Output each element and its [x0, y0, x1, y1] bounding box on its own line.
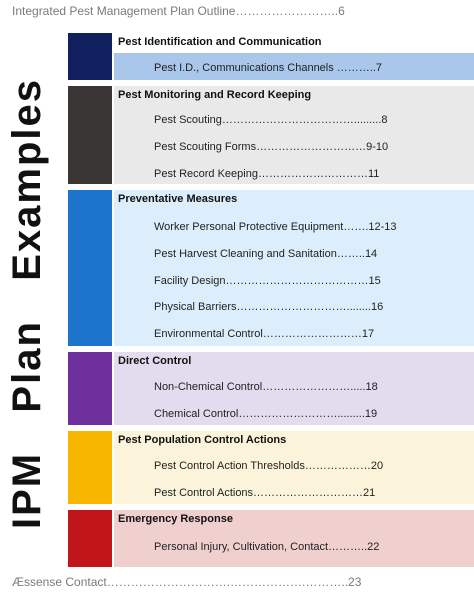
section-population-control [68, 431, 474, 504]
section-color-bar [68, 431, 112, 504]
toc-item: Physical Barriers…………………………........16 [154, 301, 384, 313]
section-color-bar [68, 352, 112, 425]
toc-item: Pest Scouting Forms…………………………9-10 [154, 141, 389, 153]
section-title: Preventative Measures [118, 193, 238, 205]
section-color-bar [68, 86, 112, 184]
toc-item: Worker Personal Protective Equipment…….12-13 [154, 221, 397, 233]
section-title: Direct Control [118, 355, 192, 367]
section-title: Pest Identification and Communication [118, 36, 322, 48]
section-direct-control [68, 352, 474, 425]
section-title: Pest Monitoring and Record Keeping [118, 89, 312, 101]
toc-item: Pest Harvest Cleaning and Sanitation……..14 [154, 248, 378, 260]
toc-item: Environmental Control………………………17 [154, 328, 375, 340]
section-pest-monitoring [68, 86, 474, 184]
plan-outline-entry: Integrated Pest Management Plan Outline……………………..6 [12, 4, 345, 18]
side-title [6, 38, 50, 568]
section-title: Pest Population Control Actions [118, 434, 287, 446]
toc-item: Pest Control Actions…………………………21 [154, 487, 376, 499]
section-color-bar [68, 33, 112, 80]
side-title-text: IPM Plan Examples [5, 77, 50, 529]
section-preventative-measures [68, 190, 474, 346]
toc-item: Pest I.D., Communications Channels ………..7 [154, 62, 383, 74]
section-color-bar [68, 510, 112, 567]
toc-item: Facility Design…………………………………15 [154, 275, 381, 287]
toc-item: Chemical Control……………………….........19 [154, 408, 378, 420]
section-emergency-response [68, 510, 474, 567]
toc-item: Personal Injury, Cultivation, Contact………..22 [154, 541, 380, 553]
toc-item: Pest Scouting……………………………….........8 [154, 114, 388, 126]
toc-item: Pest Record Keeping…………………………11 [154, 168, 380, 180]
toc-item: Pest Control Action Thresholds………………20 [154, 460, 384, 472]
contact-entry: Æssense Contact………………………….……………….………..23 [12, 575, 362, 589]
section-pest-identification [68, 33, 474, 80]
section-color-bar [68, 190, 112, 346]
section-title: Emergency Response [118, 513, 233, 525]
toc-item: Non-Chemical Control…………………….....18 [154, 381, 378, 393]
